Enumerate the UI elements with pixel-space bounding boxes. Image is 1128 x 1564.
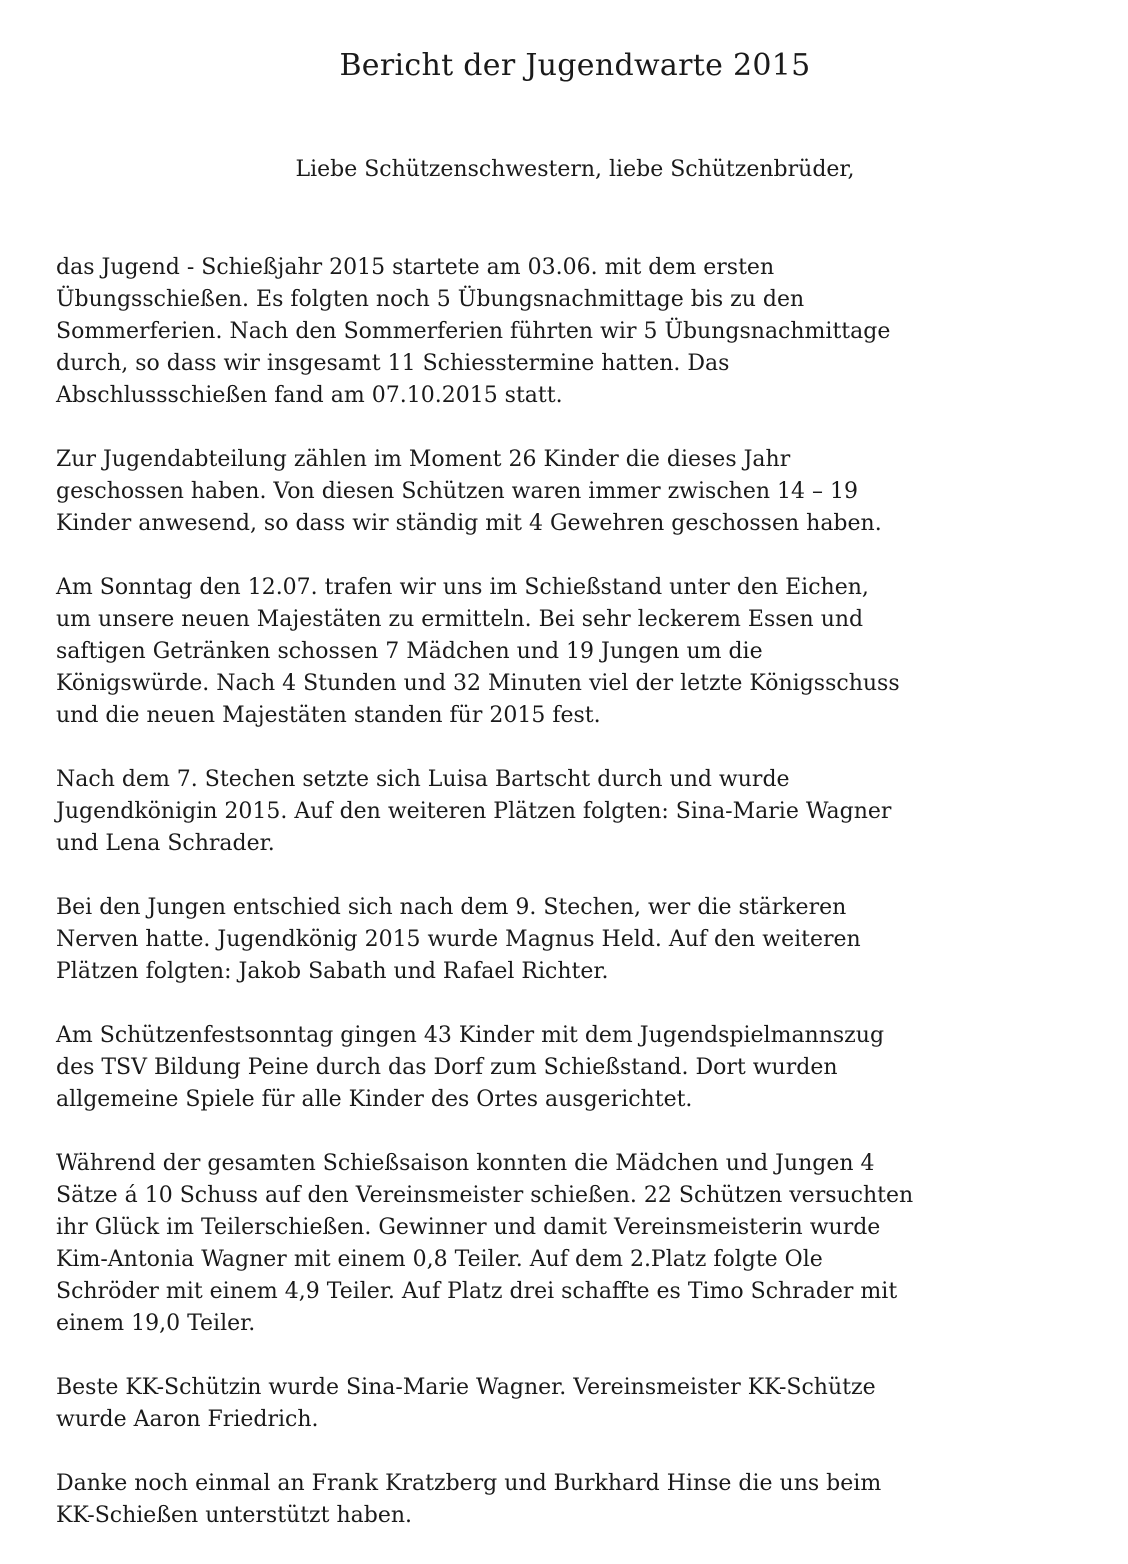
text-line: und Lena Schrader. (56, 831, 275, 856)
text-line: des TSV Bildung Peine durch das Dorf zum Schießstand. Dort wurden (56, 1055, 838, 1080)
text-line: um unsere neuen Majestäten zu ermitteln. Bei sehr leckerem Essen und (56, 607, 864, 632)
text-line: Nach dem 7. Stechen setzte sich Luisa Bartscht durch und wurde (56, 767, 790, 792)
text-line: wurde Aaron Friedrich. (56, 1407, 319, 1432)
text-line: saftigen Getränken schossen 7 Mädchen und 19 Jungen um die (56, 639, 763, 664)
text-line: Bei den Jungen entschied sich nach dem 9. Stechen, wer die stärkeren (56, 895, 847, 920)
paragraph-youth-department (56, 444, 1106, 540)
document-title: Bericht der Jugendwarte 2015 (339, 48, 811, 83)
text-line: Beste KK-Schützin wurde Sina-Marie Wagner. Vereinsmeister KK-Schütze (56, 1375, 876, 1400)
report-body (56, 252, 1106, 1564)
text-line: Sommerferien. Nach den Sommerferien führten wir 5 Übungsnachmittage (56, 319, 891, 344)
text-line: Danke noch einmal an Frank Kratzberg und Burkhard Hinse die uns beim (56, 1471, 882, 1496)
text-line: und die neuen Majestäten standen für 2015 fest. (56, 703, 601, 728)
paragraph-royalty-shooting (56, 572, 1106, 732)
text-line: Nerven hatte. Jugendkönig 2015 wurde Magnus Held. Auf den weiteren (56, 927, 861, 952)
paragraph-club-championship (56, 1148, 1106, 1340)
text-line: KK-Schießen unterstützt haben. (56, 1503, 413, 1528)
text-line: ihr Glück im Teilerschießen. Gewinner und damit Vereinsmeisterin wurde (56, 1215, 881, 1240)
paragraph-festival-sunday (56, 1020, 1106, 1116)
paragraph-youth-queen (56, 764, 1106, 860)
text-line: allgemeine Spiele für alle Kinder des Ortes ausgerichtet. (56, 1087, 693, 1112)
text-line: Zur Jugendabteilung zählen im Moment 26 Kinder die dieses Jahr (56, 447, 791, 472)
paragraph-kk-shooters (56, 1372, 1106, 1436)
greeting: Liebe Schützenschwestern, liebe Schützenbrüder, (295, 157, 855, 182)
text-line: Jugendkönigin 2015. Auf den weiteren Plätzen folgten: Sina-Marie Wagner (56, 799, 892, 824)
paragraph-youth-king (56, 892, 1106, 988)
text-line: Kinder anwesend, so dass wir ständig mit 4 Gewehren geschossen haben. (56, 511, 882, 536)
paragraph-thanks (56, 1468, 1106, 1532)
text-line: Am Schützenfestsonntag gingen 43 Kinder mit dem Jugendspielmannszug (56, 1023, 885, 1048)
text-line: Schröder mit einem 4,9 Teiler. Auf Platz drei schaffte es Timo Schrader mit (56, 1279, 898, 1304)
text-line: geschossen haben. Von diesen Schützen waren immer zwischen 14 – 19 (56, 479, 858, 504)
text-line: Während der gesamten Schießsaison konnten die Mädchen und Jungen 4 (56, 1151, 875, 1176)
text-line: Königswürde. Nach 4 Stunden und 32 Minuten viel der letzte Königsschuss (56, 671, 900, 696)
text-line: einem 19,0 Teiler. (56, 1311, 256, 1336)
text-line: Übungsschießen. Es folgten noch 5 Übungsnachmittage bis zu den (56, 287, 805, 312)
text-line: durch, so dass wir insgesamt 11 Schiesstermine hatten. Das (56, 351, 730, 376)
text-line: Am Sonntag den 12.07. trafen wir uns im Schießstand unter den Eichen, (56, 575, 869, 600)
text-line: Abschlussschießen fand am 07.10.2015 statt. (56, 383, 563, 408)
text-line: Plätzen folgten: Jakob Sabath und Rafael Richter. (56, 959, 609, 984)
text-line: das Jugend - Schießjahr 2015 startete am 03.06. mit dem ersten (56, 255, 775, 280)
paragraph-season-start (56, 252, 1106, 412)
text-line: Sätze á 10 Schuss auf den Vereinsmeister schießen. 22 Schützen versuchten (56, 1183, 914, 1208)
text-line: Kim-Antonia Wagner mit einem 0,8 Teiler. Auf dem 2.Platz folgte Ole (56, 1247, 823, 1272)
